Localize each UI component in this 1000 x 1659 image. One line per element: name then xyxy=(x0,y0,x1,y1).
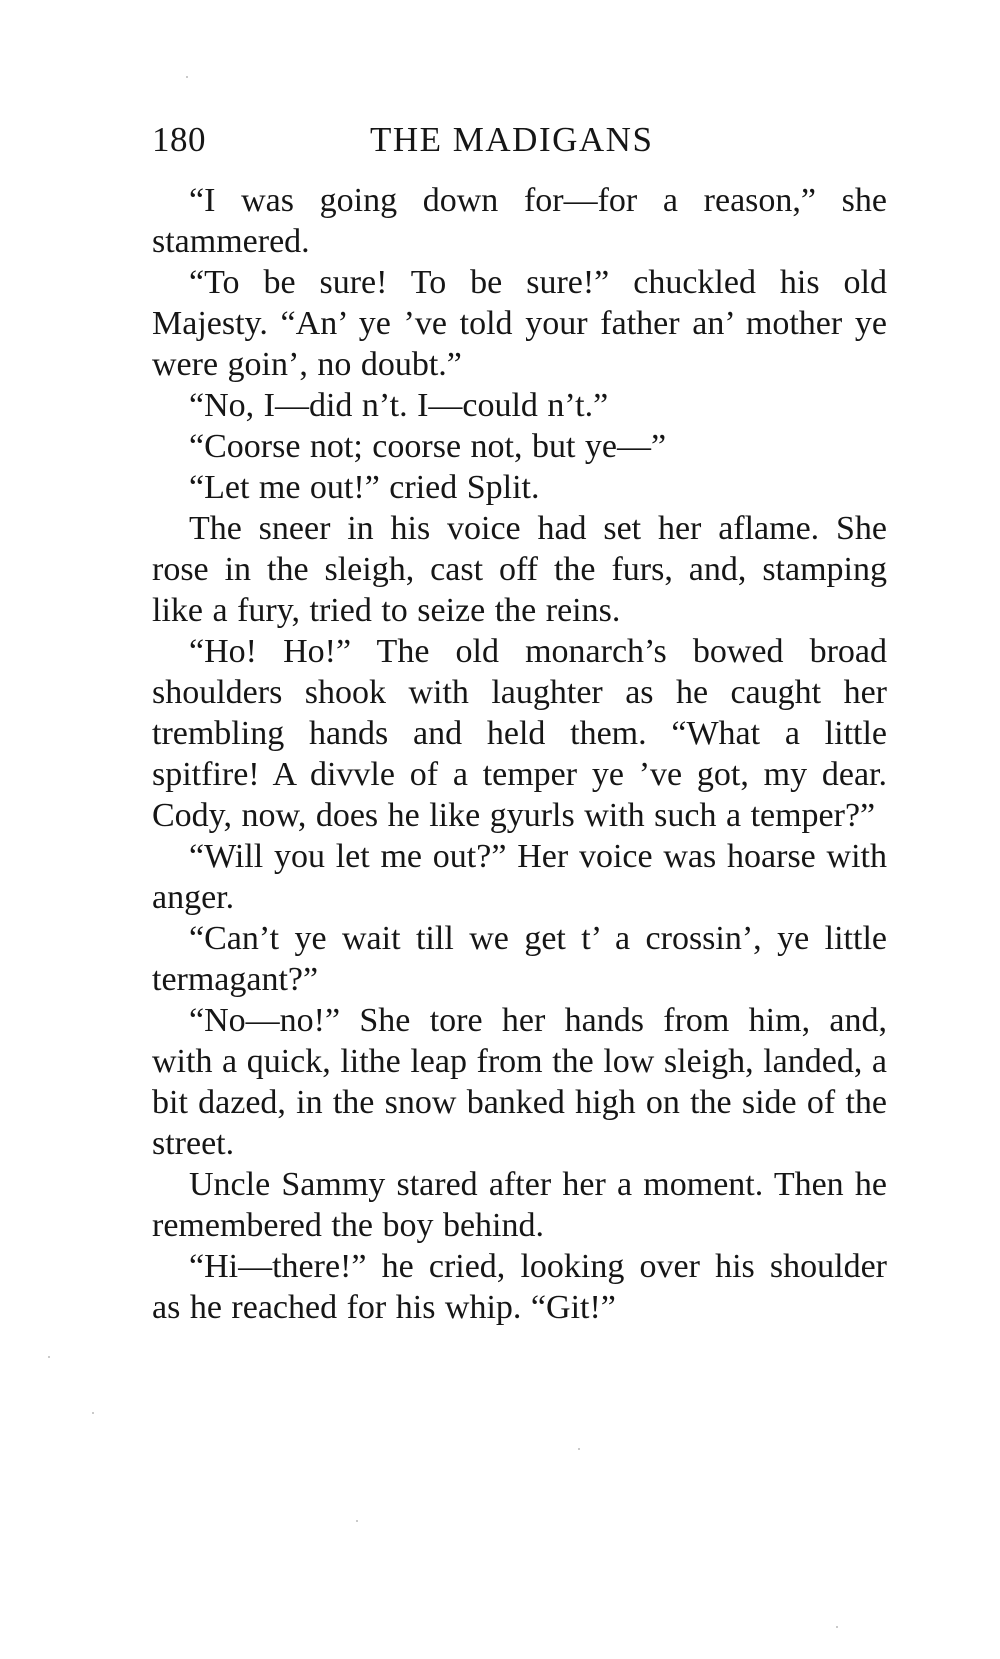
paragraph: “To be sure! To be sure!” chuckled his old Majesty. “An’ ye ’ve told your father an’ mother ye were goin’, no doubt.” xyxy=(152,264,887,383)
paper-speck xyxy=(356,1520,358,1522)
book-title: THE MADIGANS xyxy=(370,120,654,159)
paragraph: “Hi—there!” he cried, looking over his shoulder as he reached for his whip. “Git!” xyxy=(152,1248,887,1326)
paragraph: The sneer in his voice had set her aflame. She rose in the sleigh, cast off the furs, and, stamping like a fury, tried to seize the reins. xyxy=(152,510,887,629)
paragraph: “I was going down for—for a reason,” she stammered. xyxy=(152,182,887,260)
paragraph: “Let me out!” cried Split. xyxy=(189,469,540,506)
paper-speck xyxy=(92,1412,94,1414)
paragraph: “No, I—did n’t. I—could n’t.” xyxy=(189,387,609,424)
body-text xyxy=(152,180,887,1328)
paragraph: “Ho! Ho!” The old monarch’s bowed broad shoulders shook with laughter as he caught her trembling hands and held them. “What a little spitfire! A divvle of a temper ye ’ve got, my dear. Cody, now, does he like gyurls with such a temper?” xyxy=(152,633,887,834)
paragraph: “Can’t ye wait till we get t’ a crossin’, ye little termagant?” xyxy=(152,920,887,998)
paper-speck xyxy=(836,1626,838,1628)
paragraph: Uncle Sammy stared after her a moment. Then he remembered the boy behind. xyxy=(152,1166,887,1244)
page-number: 180 xyxy=(152,120,206,159)
paper-speck xyxy=(48,1356,50,1358)
paper-speck xyxy=(578,1448,580,1450)
paragraph: “No—no!” She tore her hands from him, and, with a quick, lithe leap from the low sleigh, landed, a bit dazed, in the snow banked high on the side of the street. xyxy=(152,1002,887,1162)
running-head xyxy=(152,118,887,162)
paper-speck xyxy=(186,76,188,78)
paragraph: “Will you let me out?” Her voice was hoarse with anger. xyxy=(152,838,887,916)
paragraph: “Coorse not; coorse not, but ye—” xyxy=(189,428,667,465)
